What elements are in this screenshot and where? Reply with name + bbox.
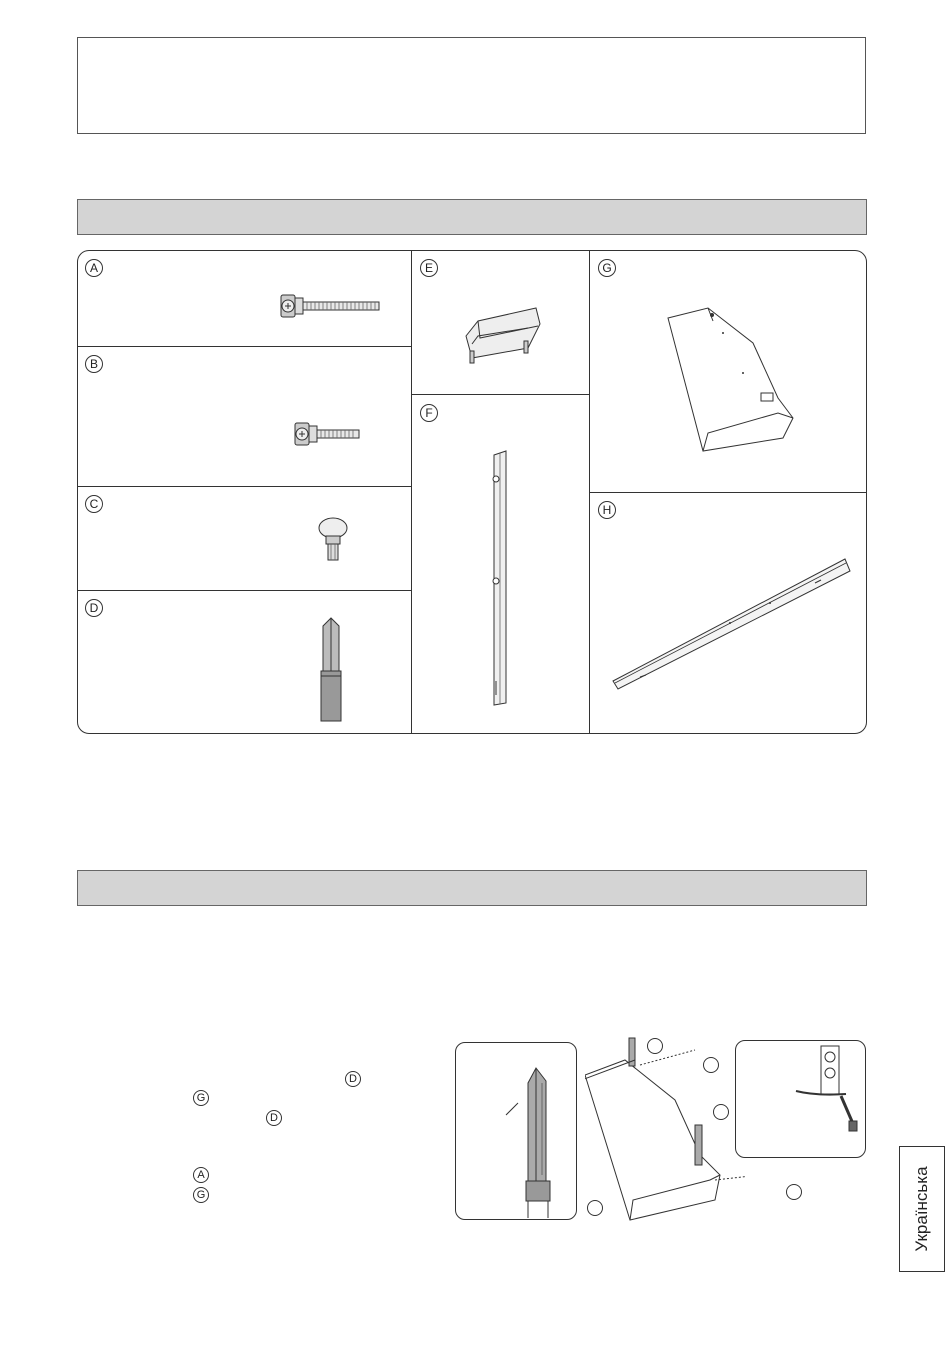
note-box [77, 37, 866, 134]
bolt-long-icon [273, 291, 383, 321]
step-ref-g: G [193, 1090, 209, 1106]
language-tab [899, 1146, 945, 1272]
pole-guide-icon [316, 616, 346, 726]
part-letter-e: E [420, 259, 438, 277]
callout-circle [587, 1200, 603, 1216]
bolt-short-icon [293, 419, 363, 449]
detail-inset-pole [455, 1042, 577, 1220]
section-header-assembly [77, 870, 867, 906]
section-header-accessories [77, 199, 867, 235]
pole-bar-icon [482, 449, 518, 709]
parts-divider [78, 486, 411, 487]
part-letter-b: B [85, 355, 103, 373]
part-letter-d: D [85, 599, 103, 617]
step-ref-d: D [266, 1110, 282, 1126]
step-ref-d: D [345, 1071, 361, 1087]
part-letter-h: H [598, 501, 616, 519]
clip-bracket-icon [458, 296, 548, 371]
detail-inset-screw [735, 1040, 866, 1158]
part-letter-g: G [598, 259, 616, 277]
parts-divider [589, 492, 867, 493]
callout-circle [703, 1057, 719, 1073]
callout-circle [786, 1184, 802, 1200]
base-leg-icon [663, 303, 798, 453]
parts-table [77, 250, 867, 734]
step-ref-g: G [193, 1187, 209, 1203]
parts-divider [411, 251, 412, 733]
callout-circle [713, 1104, 729, 1120]
part-letter-f: F [420, 404, 438, 422]
cap-pin-icon [316, 516, 350, 564]
parts-divider [78, 590, 411, 591]
language-tab-label: Українська [912, 1166, 931, 1252]
parts-divider [78, 346, 411, 347]
assembly-diagram [585, 1030, 745, 1235]
parts-divider [411, 394, 589, 395]
callout-circle [647, 1038, 663, 1054]
part-letter-c: C [85, 495, 103, 513]
rail-bar-icon [610, 551, 855, 691]
step-ref-a: A [193, 1167, 209, 1183]
part-letter-a: A [85, 259, 103, 277]
